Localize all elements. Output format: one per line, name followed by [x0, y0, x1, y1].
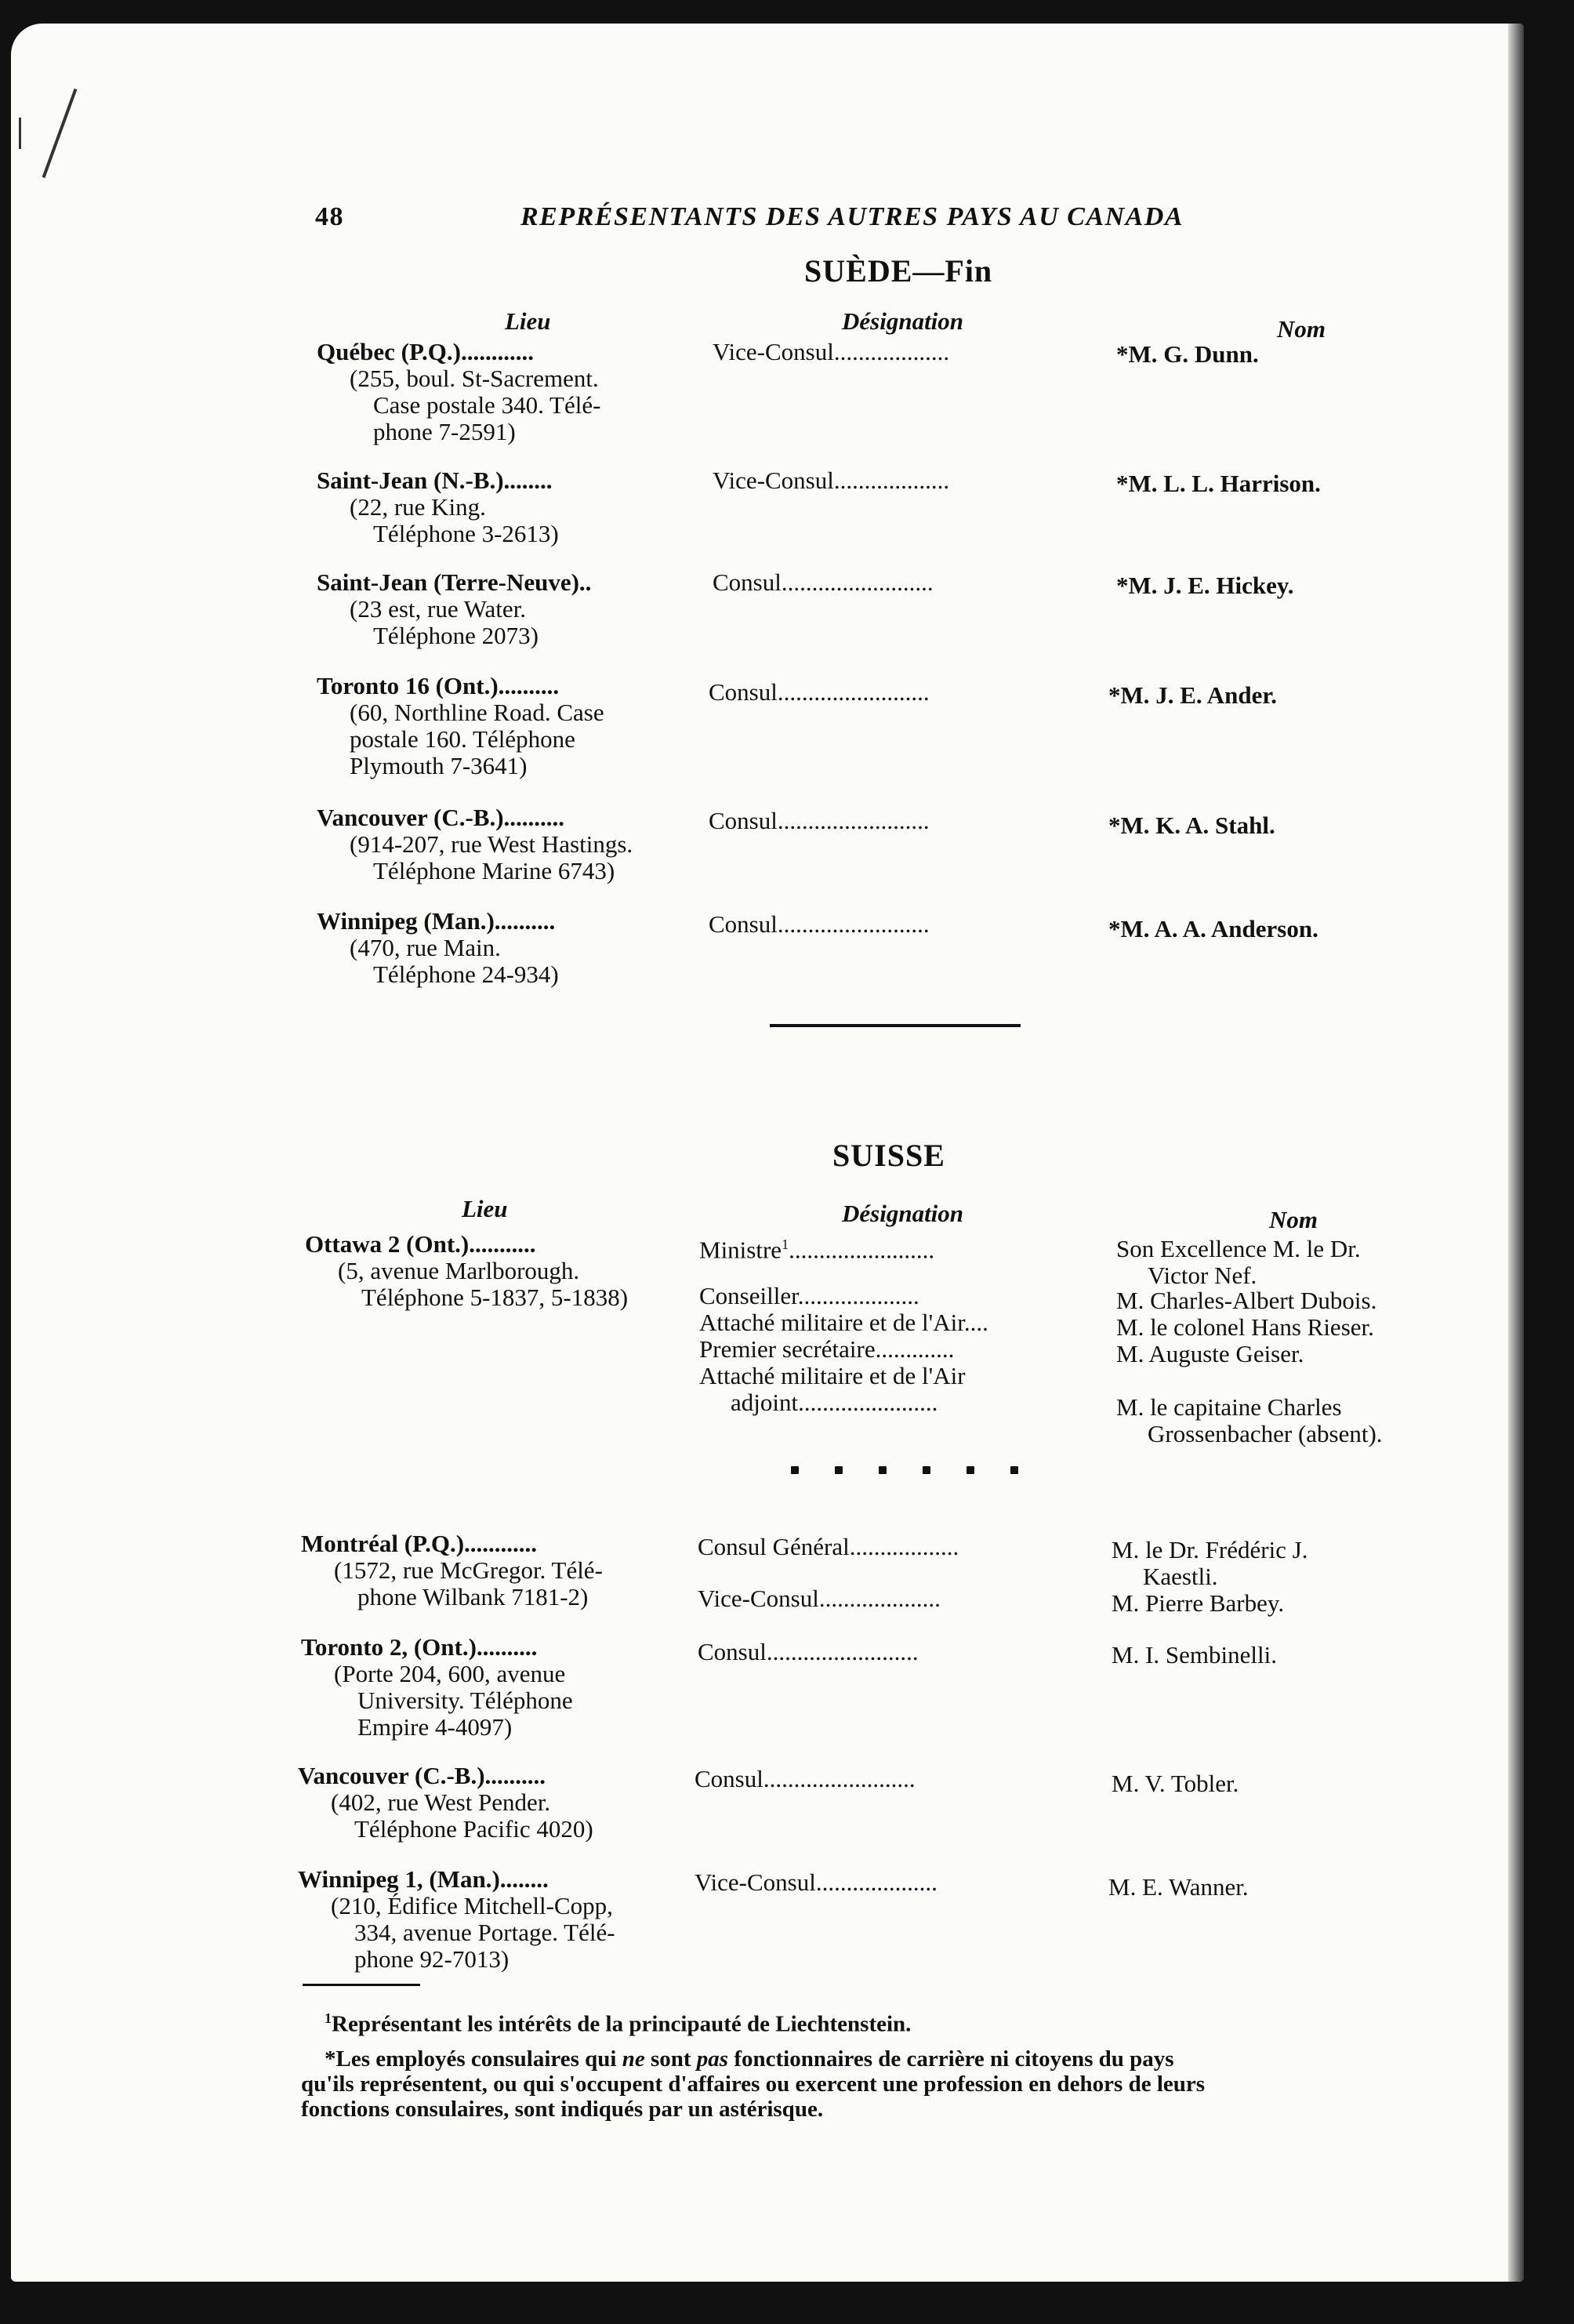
- designation: Consul.........................: [709, 678, 930, 706]
- address-line: (1572, rue McGregor. Télé-: [334, 1556, 603, 1584]
- address-line: University. Téléphone: [357, 1687, 573, 1714]
- designation-line: adjoint.......................: [731, 1389, 938, 1416]
- designation: Vice-Consul....................: [695, 1868, 938, 1896]
- address-line: Téléphone 24-934): [373, 960, 559, 988]
- person-name: *M. G. Dunn.: [1116, 340, 1259, 368]
- footnote-text: fonctionnaires de carrière ni citoyens du pays: [728, 2046, 1174, 2072]
- name-line: Victor Nef.: [1148, 1262, 1257, 1289]
- column-header-place: Lieu: [505, 307, 551, 335]
- bullet-mark: [967, 1466, 974, 1474]
- address-line: 334, avenue Portage. Télé-: [354, 1919, 615, 1946]
- address-line: (23 est, rue Water.: [350, 595, 527, 623]
- address-line: Téléphone Marine 6743): [373, 857, 615, 884]
- bullet-mark: [1010, 1466, 1018, 1474]
- running-title: REPRÉSENTANTS DES AUTRES PAYS AU CANADA: [520, 202, 1184, 231]
- list-item: [317, 804, 633, 884]
- list-item: [298, 1763, 593, 1843]
- place-name: Winnipeg 1, (Man.)........: [298, 1865, 549, 1893]
- scan-artifact: [42, 89, 78, 178]
- address-line: (402, rue West Pender.: [331, 1788, 551, 1816]
- address-line: (5, avenue Marlborough.: [338, 1257, 580, 1284]
- designation: Consul.........................: [709, 807, 930, 834]
- address-line: (60, Northline Road. Case: [350, 699, 604, 726]
- list-item: [317, 569, 591, 649]
- list-item: [317, 673, 604, 779]
- footnote-emphasis: ne: [622, 2046, 645, 2072]
- designation-label: Ministre: [699, 1236, 782, 1264]
- page-number: 48: [315, 202, 344, 231]
- footnote-2: [301, 2046, 1469, 2122]
- designation: Conseiller....................: [699, 1282, 919, 1309]
- designation: [699, 1231, 934, 1263]
- address-line: phone 92-7013): [354, 1945, 510, 1973]
- designation: Consul.........................: [698, 1638, 919, 1665]
- column-header-designation: Désignation: [842, 1200, 964, 1227]
- designation: [699, 1363, 966, 1416]
- footnote-rule: [303, 1984, 420, 1986]
- page-edge-shadow: [1508, 24, 1524, 2282]
- person-name: M. V. Tobler.: [1112, 1770, 1239, 1797]
- footnote-text: *Les employés consulaires qui: [325, 2046, 622, 2072]
- designation: Consul.........................: [695, 1765, 916, 1792]
- footnote-line: [301, 2046, 1469, 2072]
- place-name: Québec (P.Q.)............: [317, 338, 534, 365]
- footnote-line: fonctions consulaires, sont indiqués par un astérisque.: [301, 2097, 824, 2122]
- designation: Consul.........................: [709, 910, 930, 938]
- person-name: *M. J. E. Hickey.: [1116, 572, 1294, 599]
- name-line: Son Excellence M. le Dr.: [1116, 1235, 1361, 1262]
- address-line: Téléphone 3-2613): [373, 520, 559, 547]
- address-line: Case postale 340. Télé-: [373, 391, 601, 419]
- person-name: *M. A. A. Anderson.: [1108, 915, 1318, 942]
- column-header-name: Nom: [1277, 315, 1326, 343]
- section-divider: [770, 1024, 1021, 1027]
- place-name: Toronto 16 (Ont.)..........: [317, 672, 560, 699]
- footnote-ref: 1: [782, 1236, 789, 1252]
- section-title-suede: SUÈDE—Fin: [804, 253, 993, 289]
- address-line: (470, rue Main.: [350, 934, 501, 961]
- bullet-mark: [879, 1466, 887, 1474]
- footnote-emphasis: pas: [696, 2046, 729, 2072]
- person-name: *M. J. E. Ander.: [1108, 681, 1278, 709]
- footnote-marker: 1: [325, 2010, 332, 2026]
- address-line: (22, rue King.: [350, 493, 486, 521]
- place-name: Saint-Jean (Terre-Neuve)..: [317, 568, 592, 596]
- place-name: Winnipeg (Man.)..........: [317, 907, 556, 935]
- footnote-text: sont: [644, 2046, 697, 2072]
- address-line: (210, Édifice Mitchell-Copp,: [331, 1892, 613, 1919]
- place-name: Saint-Jean (N.-B.)........: [317, 467, 553, 494]
- person-name: M. Auguste Geiser.: [1116, 1340, 1304, 1367]
- address-line: (914-207, rue West Hastings.: [350, 830, 633, 858]
- person-name: M. Charles-Albert Dubois.: [1116, 1287, 1377, 1314]
- address-line: (255, boul. St-Sacrement.: [350, 365, 599, 392]
- name-line: M. le Dr. Frédéric J.: [1112, 1536, 1308, 1563]
- place-name: Toronto 2, (Ont.)..........: [301, 1633, 538, 1661]
- person-name: *M. K. A. Stahl.: [1108, 812, 1275, 839]
- bullet-mark: [835, 1466, 843, 1474]
- designation: Consul.........................: [713, 568, 934, 596]
- address-line: (Porte 204, 600, avenue: [334, 1660, 566, 1687]
- place-name: Vancouver (C.-B.)..........: [317, 804, 565, 831]
- address-line: Téléphone 2073): [373, 622, 539, 649]
- name-line: Kaestli.: [1143, 1563, 1218, 1590]
- name-line: M. Pierre Barbey.: [1112, 1589, 1285, 1617]
- footnote-text: Représentant les intérêts de la principauté de Liechtenstein.: [332, 2011, 912, 2037]
- designation: Attaché militaire et de l'Air....: [699, 1309, 988, 1336]
- person-name: *M. L. L. Harrison.: [1116, 470, 1321, 497]
- list-item: [317, 908, 559, 988]
- designation: Vice-Consul...................: [713, 338, 950, 365]
- column-header-name: Nom: [1269, 1206, 1318, 1233]
- designation: Consul Général..................: [698, 1533, 959, 1560]
- document-page: [11, 24, 1524, 2282]
- designation: Vice-Consul...................: [713, 467, 950, 494]
- section-title-suisse: SUISSE: [832, 1138, 945, 1173]
- separator-bullets: [791, 1466, 1018, 1474]
- list-item: [298, 1866, 615, 1973]
- bullet-mark: [923, 1466, 930, 1474]
- list-item: [301, 1634, 573, 1741]
- list-item: [317, 467, 559, 547]
- name-line: Grossenbacher (absent).: [1148, 1420, 1383, 1447]
- address-line: Téléphone Pacific 4020): [354, 1815, 593, 1843]
- footnote-line: qu'ils représentent, ou qui s'occupent d'affaires ou exercent une profession en dehors de leurs: [301, 2072, 1206, 2097]
- address-line: Téléphone 5-1837, 5-1838): [361, 1284, 629, 1311]
- column-header-place: Lieu: [462, 1195, 508, 1222]
- person-name: M. E. Wanner.: [1108, 1873, 1249, 1901]
- address-line: Empire 4-4097): [357, 1713, 513, 1741]
- designation: Vice-Consul....................: [698, 1585, 941, 1612]
- leader-dots: ........................: [789, 1236, 935, 1264]
- place-name: Montréal (P.Q.)............: [301, 1530, 538, 1557]
- person-name: [1112, 1537, 1308, 1617]
- designation: Premier secrétaire.............: [699, 1335, 955, 1363]
- running-header: [11, 202, 1524, 240]
- person-name: [1116, 1236, 1361, 1289]
- list-item: [301, 1531, 603, 1610]
- column-header-designation: Désignation: [842, 307, 964, 335]
- address-line: phone Wilbank 7181-2): [357, 1583, 589, 1610]
- person-name: M. I. Sembinelli.: [1112, 1641, 1277, 1669]
- place-name: Ottawa 2 (Ont.)...........: [305, 1230, 536, 1258]
- place-name: Vancouver (C.-B.)..........: [298, 1762, 546, 1789]
- footnote-1: [325, 2006, 911, 2037]
- person-name: M. le colonel Hans Rieser.: [1116, 1313, 1374, 1341]
- list-item: [317, 339, 600, 445]
- scan-artifact: [19, 118, 21, 149]
- bullet-mark: [791, 1466, 799, 1474]
- address-line: phone 7-2591): [373, 418, 516, 445]
- person-name: [1116, 1394, 1383, 1447]
- address-line: Plymouth 7-3641): [350, 752, 528, 779]
- address-line: postale 160. Téléphone: [350, 725, 575, 753]
- name-line: M. le capitaine Charles: [1116, 1393, 1342, 1421]
- list-item: [305, 1231, 628, 1311]
- designation-line: Attaché militaire et de l'Air: [699, 1362, 966, 1389]
